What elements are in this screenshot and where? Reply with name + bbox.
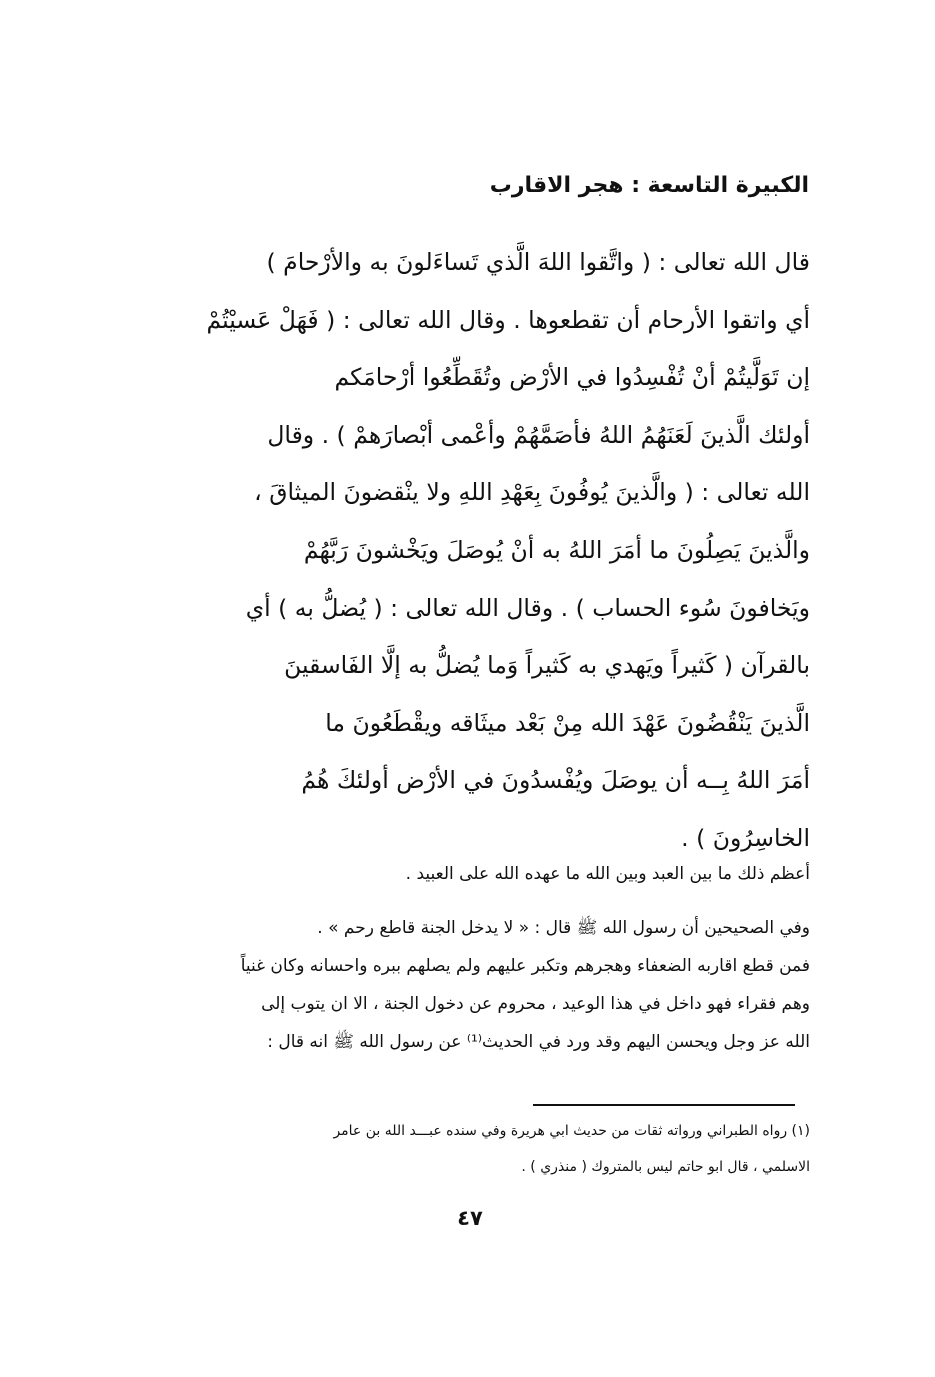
page-number: ٤٧ — [457, 1206, 483, 1230]
footnote-line: (١) رواه الطبراني ورواته ثقات من حديث ابي هريرة وفي سنده عبـــد الله بن عامر — [333, 1123, 810, 1139]
paragraph-gap — [130, 893, 810, 909]
main-text-line: أولئك الَّذينَ لَعَنَهُمُ اللهُ فأصَمَّهُمْ وأعْمى أبْصارَهمْ ) . وقال — [267, 420, 810, 449]
footnote-line: الاسلمي ، قال ابو حاتم ليس بالمتروك ( منذري ) . — [521, 1159, 810, 1175]
secondary-text-line: وفي الصحيحين أن رسول الله ﷺ قال : « لا يدخل الجنة قاطع رحم » . — [317, 918, 810, 938]
chapter-title: الكبيرة التاسعة : هجر الاقارب — [489, 173, 809, 198]
main-text-line: بالقرآن ( كَثيراً ويَهدي به كَثيراً وَما يُضلُّ به إلَّا الفَاسقينَ — [284, 651, 810, 680]
main-text-line: قال الله تعالى : ( واتَّقوا اللهَ الَّذي تَساءَلونَ به والأرْحامَ ) — [266, 248, 810, 276]
main-text-line: الخاسِرُونَ ) . — [681, 823, 810, 852]
main-text-line: أي واتقوا الأرحام أن تقطعوها . وقال الله تعالى : ( فَهَلْ عَسيْتُمْ — [206, 305, 810, 334]
secondary-text-line: فمن قطع اقاربه الضعفاء وهجرهم وتكبر عليهم ولم يصلهم ببره واحسانه وكان غنياً — [240, 956, 810, 976]
secondary-text-block — [130, 855, 810, 1061]
footnote-divider — [533, 1104, 795, 1106]
main-text-line: الله تعالى : ( والَّذينَ يُوفُونَ بِعَهْدِ اللهِ ولا ينْقضونَ الميثاقَ ، — [254, 478, 810, 507]
secondary-text-line: أعظم ذلك ما بين العبد وبين الله ما عهده الله على العبيد . — [405, 864, 810, 884]
secondary-text-line: وهم فقراء فهو داخل في هذا الوعيد ، محروم عن دخول الجنة ، الا ان يتوب إلى — [261, 994, 810, 1014]
main-text-line: والَّذينَ يَصِلُونَ ما أمَرَ اللهُ به أنْ يُوصَلَ ويَخْشونَ رَبَّهُمْ — [303, 535, 810, 564]
secondary-text-line: الله عز وجل ويحسن اليهم وقد ورد في الحديث⁽¹⁾ عن رسول الله ﷺ انه قال : — [267, 1032, 810, 1052]
main-text-line: ويَخافونَ سُوء الحساب ) . وقال الله تعالى : ( يُضلُّ به ) أي — [245, 593, 810, 622]
main-text-line: أمَرَ اللهُ بِــه أن يوصَلَ ويُفْسدُونَ في الأرْض أولئكَ هُمُ — [301, 766, 810, 795]
main-text-line: الَّذينَ يَنْقُضُونَ عَهْدَ الله مِنْ بَعْد ميثَاقه ويقْطَعُونَ ما — [325, 708, 810, 737]
main-text-line: إن تَوَلَّيتُمْ أنْ تُفْسِدُوا في الأرْض وتُقَطِّعُوا أرْحامَكم — [334, 363, 810, 392]
footnote-block — [130, 1113, 810, 1185]
main-text-block — [130, 234, 810, 868]
